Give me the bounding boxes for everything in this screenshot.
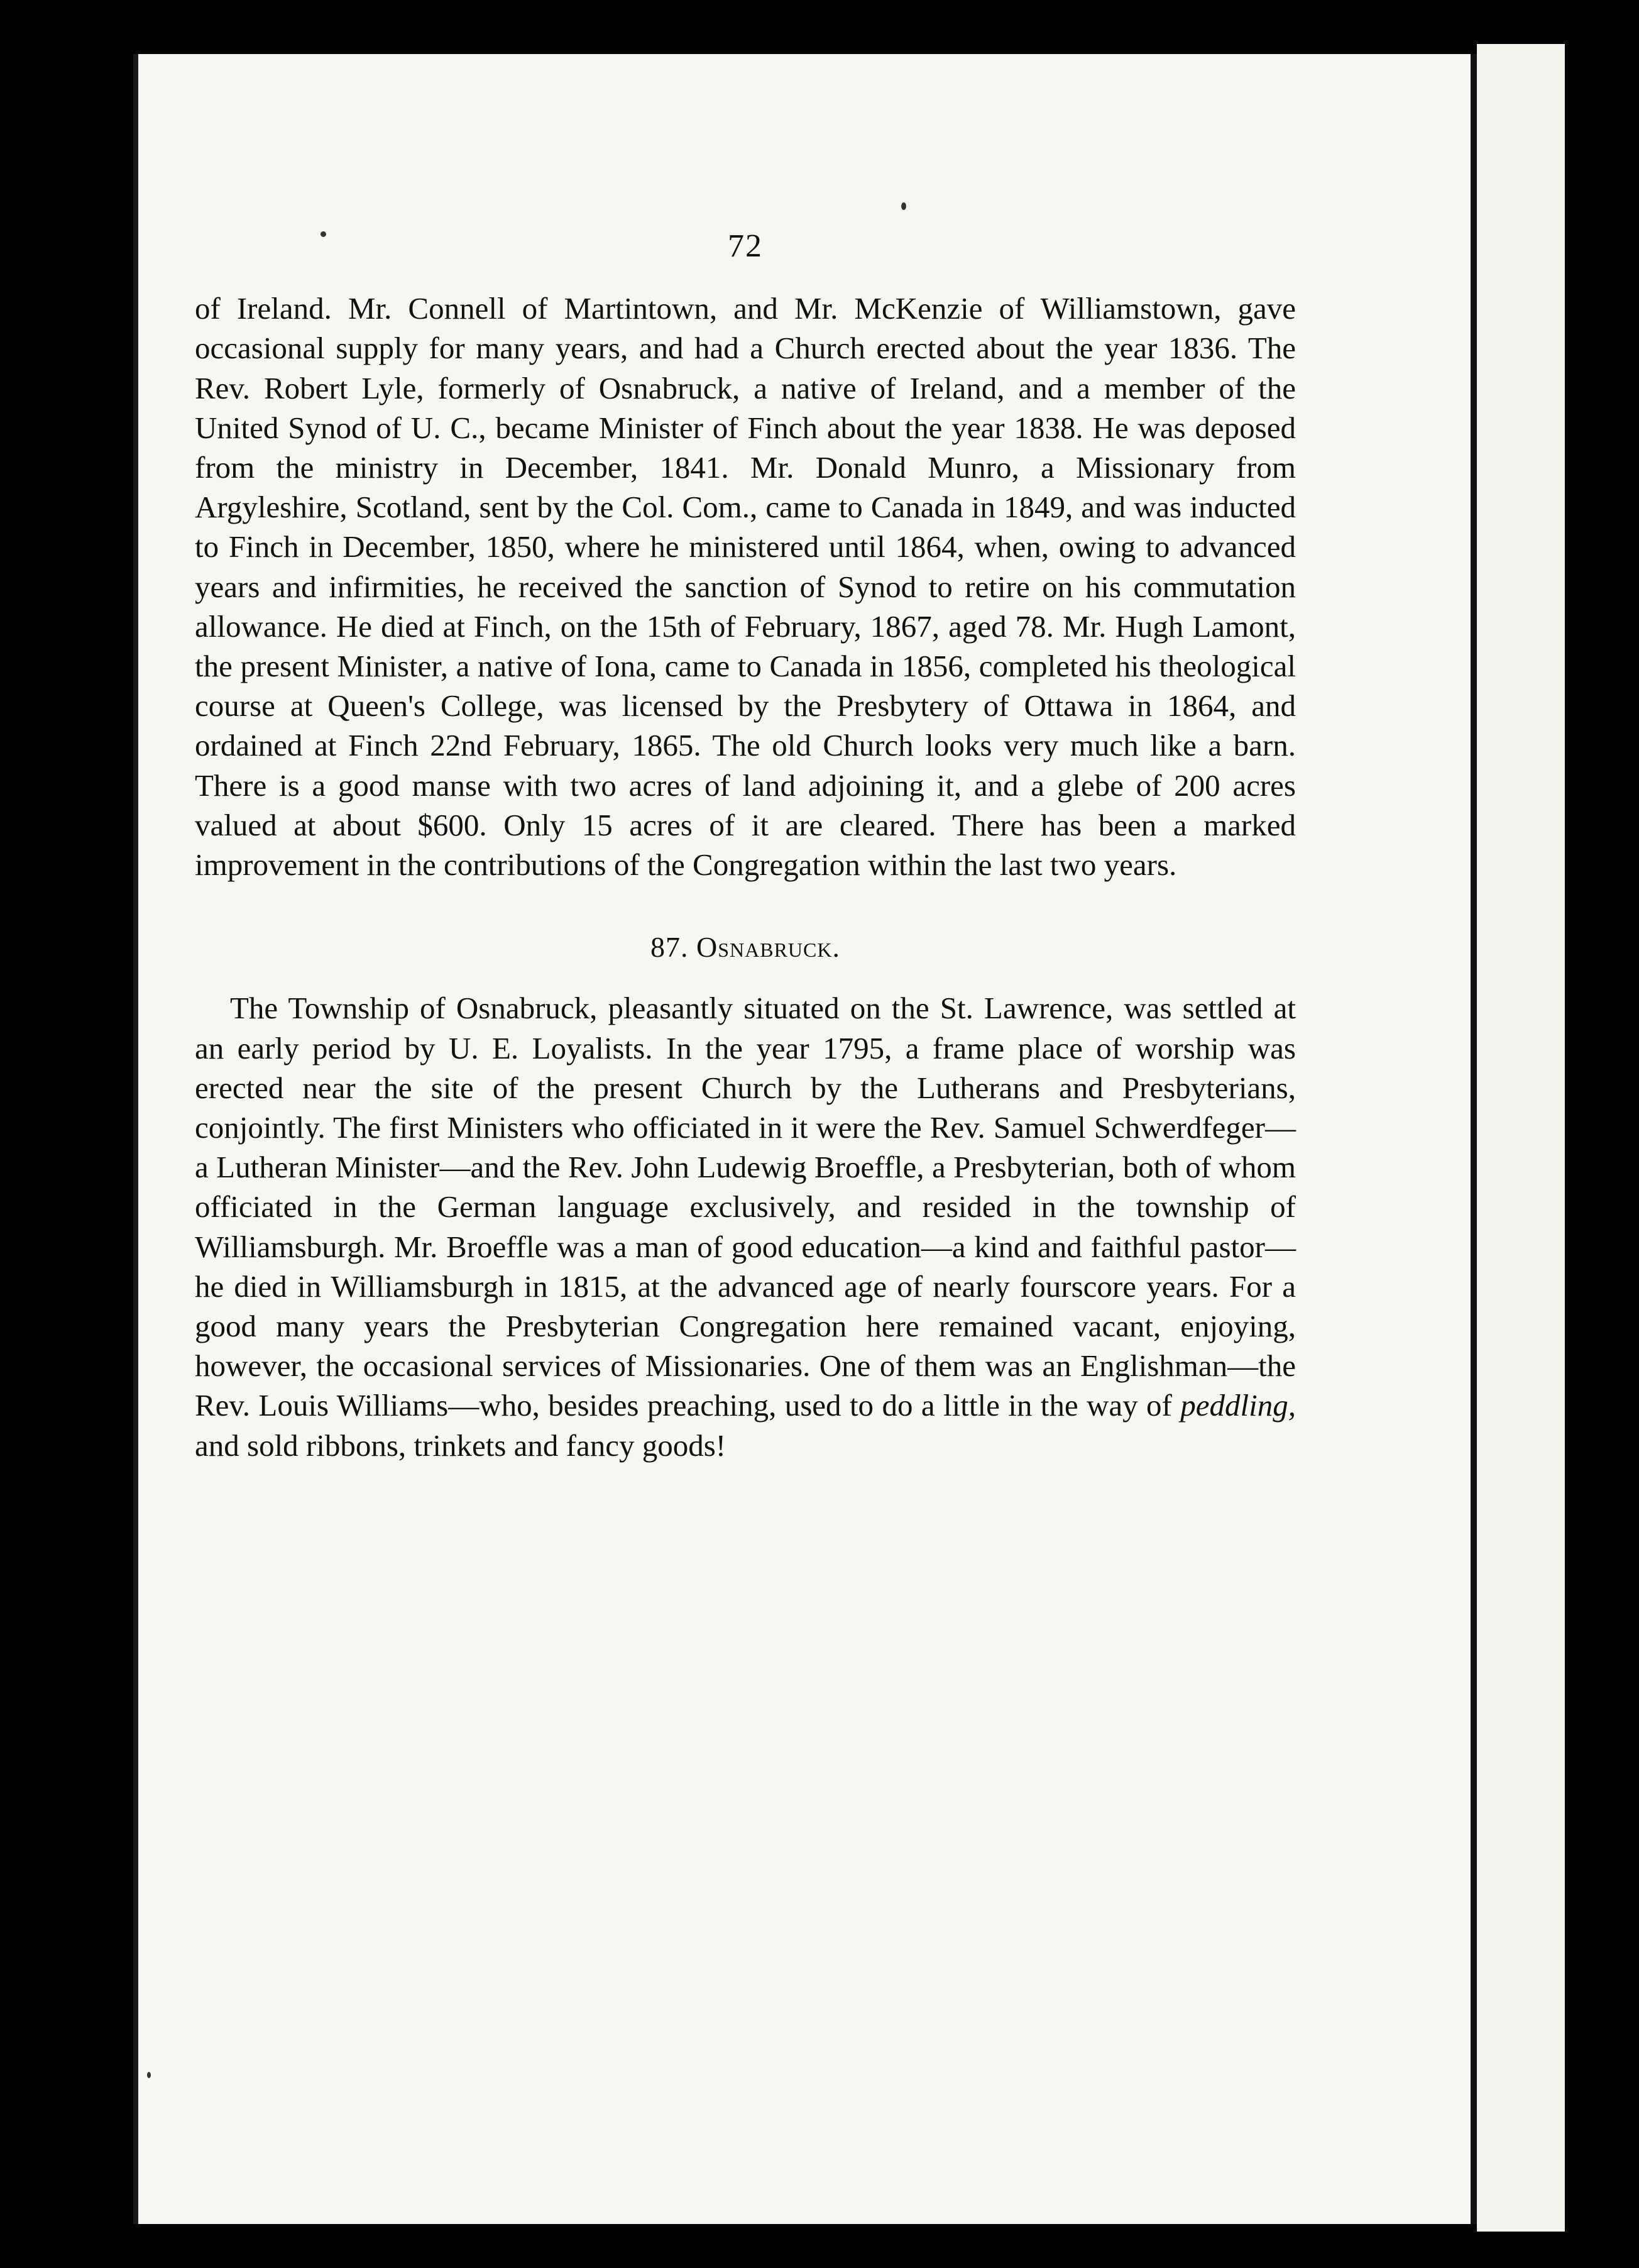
ink-speck	[901, 202, 906, 210]
paragraph-osnabruck-ending: and sold ribbons, trinkets and fancy goods!	[195, 1428, 726, 1463]
ink-speck	[147, 2072, 151, 2078]
section-heading	[195, 927, 1296, 967]
page-edge-line	[1471, 54, 1477, 2224]
paragraph-osnabruck-text: The Township of Osnabruck, pleasantly situated on the St. Lawrence, was settled at an early period by U. E. Loyalists. In the year 1795, a frame place of worship was erected near the site of the present Church by the Lutherans and Presbyterians, conjointly. The first Ministers who officiated in it were the Rev. Samuel Schwerdfeger—a Lutheran Minister—and the Rev. John Ludewig Broeffle, a Presbyterian, both of whom officiated in the German language exclusively, and resided in the township of Williamsburgh. Mr. Broeffle was a man of good education—a kind and faithful pastor—he died in Williamsburgh in 1815, at the advanced age of nearly fourscore years. For a good many years the Presbyterian Congregation here remained vacant, enjoying, however, the occasional services of Missionaries. One of them was an Englishman—the Rev. Louis Williams—who, besides preaching, used to do a little in the way of	[195, 991, 1296, 1423]
section-number: 87.	[650, 931, 689, 964]
italic-word: peddling,	[1180, 1388, 1296, 1423]
paragraph-osnabruck	[195, 988, 1296, 1465]
paragraph-finch: of Ireland. Mr. Connell of Martintown, and Mr. McKenzie of Williamstown, gave occasional supply for many years, and had a Church erected about the year 1836. The Rev. Robert Lyle, formerly of Osnabruck, a native of Ireland, and a member of the United Synod of U. C., became Minister of Finch about the year 1838. He was deposed from the ministry in December, 1841. Mr. Donald Munro, a Missionary from Argyleshire, Scotland, sent by the Col. Com., came to Canada in 1849, and was inducted to Finch in December, 1850, where he ministered until 1864, when, owing to advanced years and infirmities, he received the sanction of Synod to retire on his commutation allowance. He died at Finch, on the 15th of February, 1867, aged 78. Mr. Hugh Lamont, the present Minister, a native of Iona, came to Canada in 1856, completed his theological course at Queen's College, was licensed by the Presbytery of Ottawa in 1864, and ordained at Finch 22nd February, 1865. The old Church looks very much like a barn. There is a good manse with two acres of land adjoining it, and a glebe of 200 acres valued at about $600. Only 15 acres of it are cleared. There has been a marked improvement in the contributions of the Congregation within the last two years.	[195, 291, 1296, 883]
page-content	[195, 226, 1296, 1465]
scan-border	[1565, 44, 1639, 2232]
section-title: Osnabruck.	[696, 931, 840, 964]
adjacent-page-strip	[1477, 44, 1565, 2232]
page-number: 72	[728, 228, 763, 264]
